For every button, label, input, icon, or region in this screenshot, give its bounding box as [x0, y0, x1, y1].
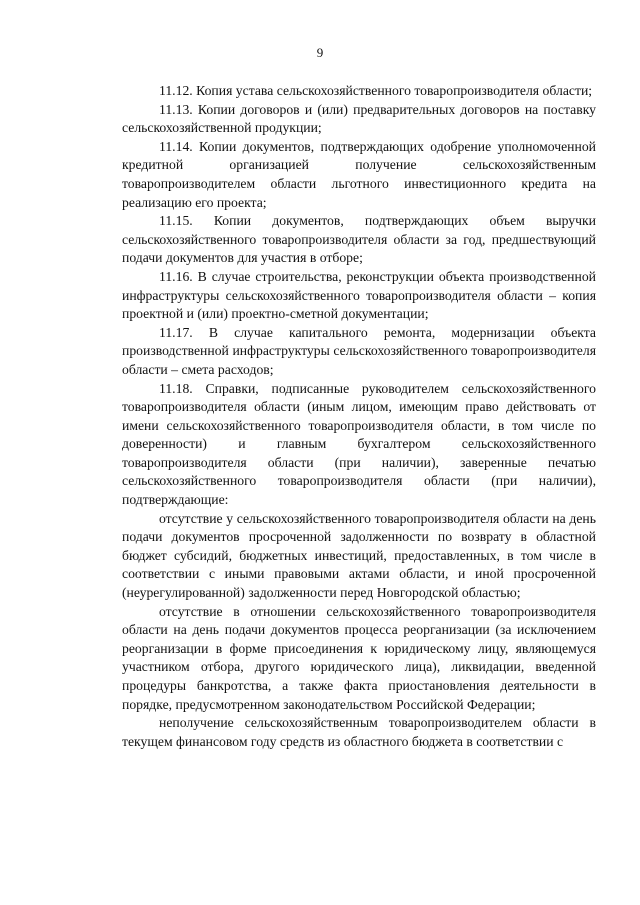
- document-body: [122, 82, 596, 751]
- paragraph-11-17: 11.17. В случае капитального ремонта, модернизации объекта производственной инфраструктуры сельскохозяйственного товаропроизводителя области – смета расходов;: [122, 324, 596, 377]
- paragraph-11-12: 11.12. Копия устава сельскохозяйственного товаропроизводителя области;: [159, 83, 593, 98]
- paragraph-11-14: 11.14. Копии документов, подтверждающих одобрение уполномоченной кредитной организацией получение сельскохозяйственным товаропроизводителем области льготного инвестиционного кредита на реализацию его проекта;: [122, 138, 596, 210]
- paragraph-11-15: 11.15. Копии документов, подтверждающих объем выручки сельскохозяйственного товаропроизводителя области за год, предшествующий подачи документов для участия в отборе;: [122, 213, 596, 266]
- paragraph-reorganization-absence: отсутствие в отношении сельскохозяйственного товаропроизводителя области на день подачи документов процесса реорганизации (за исключением реорганизации в форме присоединения к юридическому лицу, являющемуся участником отбора, другого юридического лица), ликвидации, введенной процедуры банкротства, а также факта приостановления деятельности в порядке, предусмотренном законодательством Российской Федерации;: [122, 603, 596, 712]
- page-number: 9: [316, 45, 324, 60]
- paragraph-11-16: 11.16. В случае строительства, реконструкции объекта производственной инфраструктуры сельскохозяйственного товаропроизводителя области – копия проектной и (или) проектно-сметной документации;: [122, 268, 596, 322]
- paragraph-11-13: 11.13. Копии договоров и (или) предварительных договоров на поставку сельскохозяйственной продукции;: [122, 101, 596, 136]
- paragraph-debt-absence: отсутствие у сельскохозяйственного товаропроизводителя области на день подачи документов просроченной задолженности по возврату в областной бюджет субсидий, бюджетных инвестиций, предоставленных, в том числе в соответствии с иными правовыми актами области, и иной просроченной (неурегулированной) задолженности перед Новгородской областью;: [122, 510, 596, 601]
- paragraph-funds-non-receipt: неполучение сельскохозяйственным товаропроизводителем области в текущем финансовом году средств из областного бюджета в соответствии с: [122, 715, 596, 749]
- paragraph-11-18: 11.18. Справки, подписанные руководителем сельскохозяйственного товаропроизводителя области (иным лицом, имеющим право действовать от имени сельскохозяйственного товаропроизводителя области, в том числе по доверенности) и главным бухгалтером сельскохозяйственного товаропроизводителя области (при наличии), заверенные печатью сельскохозяйственного товаропроизводителя области (при наличии), подтверждающие:: [122, 380, 596, 508]
